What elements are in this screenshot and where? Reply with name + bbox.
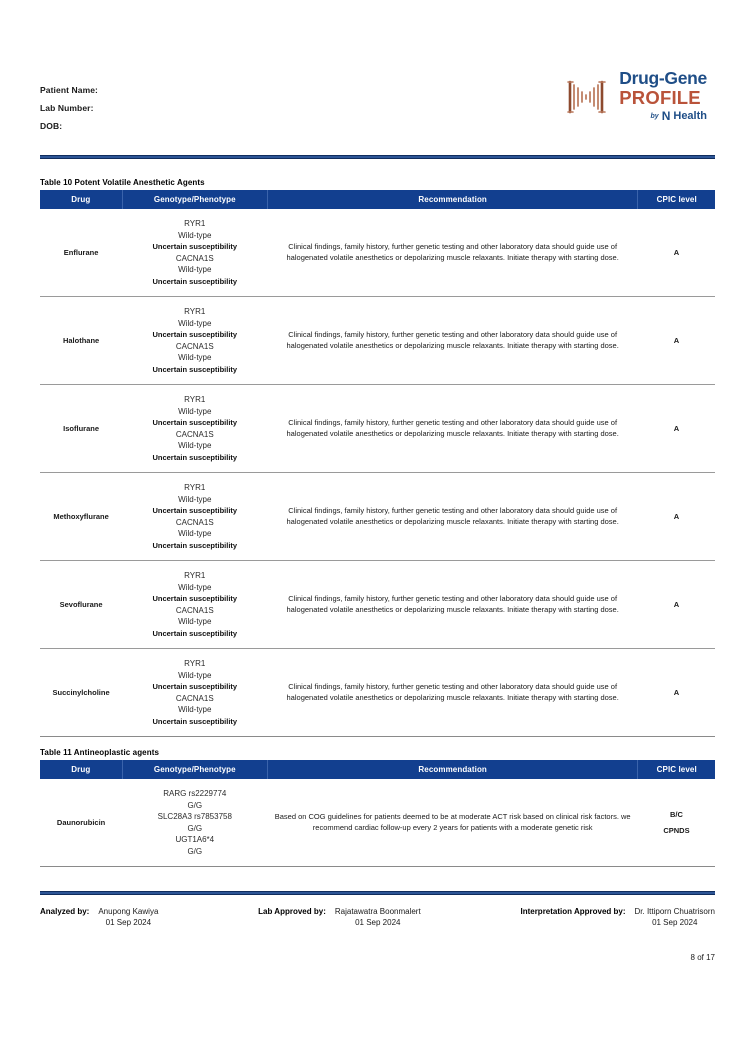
genotype-line: Uncertain susceptibility (152, 682, 238, 691)
genotype-line: RYR1 (184, 483, 206, 492)
table-row (40, 649, 715, 737)
signature-name: Rajatawatra Boonmalert (334, 907, 421, 916)
signature-value (335, 906, 421, 928)
column-header-recommendation: Recommendation (267, 760, 638, 779)
table-row (40, 209, 715, 297)
signature-label: Analyzed by: (40, 907, 90, 916)
signature-name: Anupong Kawiya (98, 907, 159, 916)
signature-date: 01 Sep 2024 (652, 918, 698, 927)
signature-date: 01 Sep 2024 (105, 918, 152, 927)
signature-label: Interpretation Approved by: (520, 907, 626, 916)
genotype-line: RYR1 (184, 571, 206, 580)
genotype-line: G/G (187, 846, 203, 856)
cell-drug-name: Daunorubicin (40, 779, 122, 867)
cell-recommendation: Clinical findings, family history, further genetic testing and other laboratory data should guide use of halogenated volatile anesthetics or depolarizing muscle relaxants. Initiate therapy with starting dose. (267, 473, 638, 561)
genotype-line: Uncertain susceptibility (152, 716, 238, 726)
page-number: 8 of 17 (690, 953, 715, 962)
genotype-line: G/G (187, 823, 203, 833)
genotype-line: Wild-type (178, 705, 212, 714)
genotype-line: Uncertain susceptibility (152, 418, 238, 427)
logo-byline (651, 110, 707, 122)
genotype-line: RYR1 (184, 219, 206, 228)
patient-info-block (40, 60, 98, 132)
header-divider-rule (40, 155, 715, 159)
dna-helix-icon (566, 76, 612, 116)
genotype-line: Uncertain susceptibility (152, 452, 238, 462)
genotype-line: Wild-type (178, 318, 212, 328)
genotype-line: Uncertain susceptibility (152, 242, 238, 251)
genotype-line: Uncertain susceptibility (152, 330, 238, 339)
genotype-line: Wild-type (178, 353, 212, 362)
genotype-line: RYR1 (184, 659, 206, 668)
genotype-line: CACNA1S (175, 429, 214, 439)
genotype-line: CACNA1S (175, 253, 214, 263)
table-row (40, 561, 715, 649)
table-block-11 (40, 748, 715, 867)
genotype-line: RYR1 (184, 307, 206, 316)
logo-by-text: by (650, 112, 659, 120)
genotype-line: Uncertain susceptibility (152, 628, 238, 638)
logo-line-drug-gene: Drug-Gene (619, 68, 707, 88)
cell-genotype-phenotype (122, 297, 267, 385)
column-header-drug: Drug (40, 190, 122, 209)
column-header-cpic: CPIC level (638, 190, 715, 209)
cell-drug-name: Halothane (40, 297, 122, 385)
signature-date: 01 Sep 2024 (355, 918, 401, 927)
cell-drug-name: Methoxyflurane (40, 473, 122, 561)
cell-genotype-phenotype (122, 649, 267, 737)
table-row (40, 297, 715, 385)
cell-cpic-level (638, 779, 715, 867)
logo-health-text: Health (673, 109, 707, 122)
genotype-line: Wild-type (178, 670, 212, 680)
cpic-level-value: A (673, 511, 680, 521)
table-10-header (40, 190, 715, 209)
genotype-line: Uncertain susceptibility (152, 364, 238, 374)
cpic-level-value: A (673, 599, 680, 609)
report-header (0, 0, 747, 160)
column-header-cpic: CPIC level (638, 760, 715, 779)
cell-recommendation: Clinical findings, family history, further genetic testing and other laboratory data should guide use of halogenated volatile anesthetics or depolarizing muscle relaxants. Initiate therapy with starting dose. (267, 649, 638, 737)
logo-line-profile: PROFILE (619, 86, 701, 108)
cpic-level-value: A (673, 423, 680, 433)
genotype-line: SLC28A3 rs7853758 (157, 812, 232, 821)
genotype-line: G/G (187, 800, 203, 810)
signature-group (40, 906, 158, 928)
cell-cpic-level (638, 297, 715, 385)
cell-recommendation: Based on COG guidelines for patients deemed to be at moderate ACT risk based on clinical risk factors. we recommend cardiac follow-up every 2 years for patients with a moderate genetic risk (267, 779, 638, 867)
cpic-level-value: A (673, 247, 680, 257)
signature-value (98, 906, 158, 928)
cell-genotype-phenotype (122, 385, 267, 473)
cell-recommendation: Clinical findings, family history, further genetic testing and other laboratory data should guide use of halogenated volatile anesthetics or depolarizing muscle relaxants. Initiate therapy with starting dose. (267, 297, 638, 385)
cell-recommendation: Clinical findings, family history, further genetic testing and other laboratory data should guide use of halogenated volatile anesthetics or depolarizing muscle relaxants. Initiate therapy with starting dose. (267, 561, 638, 649)
column-header-genotype: Genotype/Phenotype (122, 760, 267, 779)
cell-cpic-level (638, 209, 715, 297)
cell-genotype-phenotype (122, 473, 267, 561)
signature-group (258, 906, 421, 928)
genotype-line: Wild-type (178, 494, 212, 504)
genotype-line: CACNA1S (175, 517, 214, 527)
table-header-row (40, 190, 715, 209)
brand-logo (566, 60, 715, 122)
dob-label: DOB: (40, 121, 63, 131)
cell-recommendation: Clinical findings, family history, further genetic testing and other laboratory data should guide use of halogenated volatile anesthetics or depolarizing muscle relaxants. Initiate therapy with starting dose. (267, 209, 638, 297)
genotype-line: Wild-type (178, 529, 212, 538)
signature-footer (40, 906, 715, 928)
cpic-level-value: B/C (670, 809, 683, 819)
cell-drug-name: Sevoflurane (40, 561, 122, 649)
table-row (40, 779, 715, 867)
cell-drug-name: Succinylcholine (40, 649, 122, 737)
genotype-line: CACNA1S (175, 693, 214, 703)
column-header-genotype: Genotype/Phenotype (122, 190, 267, 209)
signature-value (635, 906, 715, 928)
table-11-body (40, 779, 715, 867)
genotype-line: Wild-type (178, 582, 212, 592)
table-11-caption: Table 11 Antineoplastic agents (40, 748, 160, 757)
genotype-line: Uncertain susceptibility (152, 506, 238, 515)
table-11 (40, 760, 715, 867)
genotype-line: Wild-type (178, 406, 212, 416)
cpic-level-value: CPNDS (663, 825, 690, 835)
cell-cpic-level (638, 649, 715, 737)
column-header-drug: Drug (40, 760, 122, 779)
table-header-row (40, 760, 715, 779)
genotype-line: RYR1 (184, 395, 206, 404)
table-10-caption: Table 10 Potent Volatile Anesthetic Agents (40, 178, 205, 187)
table-10 (40, 190, 715, 737)
genotype-line: CACNA1S (175, 605, 214, 615)
cell-genotype-phenotype (122, 209, 267, 297)
genotype-line: Wild-type (178, 230, 212, 240)
footer-divider-rule (40, 891, 715, 895)
signature-group (520, 906, 715, 928)
genotype-line: Wild-type (178, 617, 212, 626)
table-10-body (40, 209, 715, 737)
genotype-line: Uncertain susceptibility (152, 594, 238, 603)
genotype-line: RARG rs2229774 (163, 789, 227, 798)
cpic-level-value: A (673, 687, 680, 697)
cell-drug-name: Enflurane (40, 209, 122, 297)
patient-name-label: Patient Name: (40, 85, 98, 95)
genotype-line: Wild-type (178, 441, 212, 450)
cell-genotype-phenotype (122, 779, 267, 867)
lab-number-label: Lab Number: (40, 103, 94, 113)
table-block-10 (40, 178, 715, 737)
cell-drug-name: Isoflurane (40, 385, 122, 473)
genotype-line: Uncertain susceptibility (152, 276, 238, 286)
cell-cpic-level (638, 561, 715, 649)
signature-name: Dr. Ittiporn Chuatrisorn (634, 907, 715, 916)
genotype-line: CACNA1S (175, 341, 214, 351)
genotype-line: Wild-type (178, 265, 212, 274)
cell-cpic-level (638, 473, 715, 561)
table-row (40, 385, 715, 473)
cpic-level-value: A (673, 335, 680, 345)
n-health-mark-icon: N (661, 109, 671, 123)
table-11-header (40, 760, 715, 779)
cell-cpic-level (638, 385, 715, 473)
genotype-line: Uncertain susceptibility (152, 540, 238, 550)
signature-label: Lab Approved by: (258, 907, 326, 916)
genotype-line: UGT1A6*4 (175, 835, 215, 844)
table-row (40, 473, 715, 561)
column-header-recommendation: Recommendation (267, 190, 638, 209)
cell-recommendation: Clinical findings, family history, further genetic testing and other laboratory data should guide use of halogenated volatile anesthetics or depolarizing muscle relaxants. Initiate therapy with starting dose. (267, 385, 638, 473)
logo-wordmark (619, 70, 707, 122)
cell-genotype-phenotype (122, 561, 267, 649)
